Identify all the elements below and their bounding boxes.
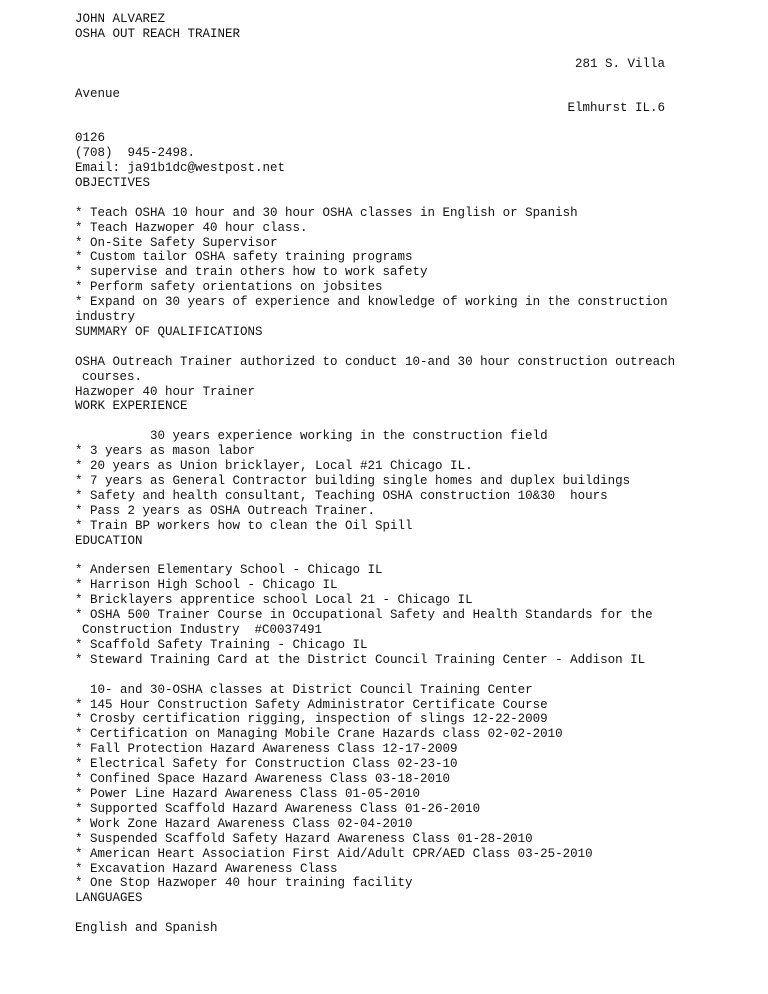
list-item: * Supported Scaffold Hazard Awareness Class 01-26-2010 bbox=[75, 801, 481, 816]
list-item: * OSHA 500 Trainer Course in Occupational Safety and Health Standards for the bbox=[75, 608, 653, 623]
list-item: * Steward Training Card at the District Council Training Center - Addison IL bbox=[75, 652, 646, 667]
list-item: * American Heart Association First Aid/Adult CPR/AED Class 03-25-2010 bbox=[75, 846, 593, 861]
summary-text: Hazwoper 40 hour Trainer bbox=[75, 384, 256, 399]
list-item: * Crosby certification rigging, inspection of slings 12-22-2009 bbox=[75, 712, 548, 727]
list-item: * 3 years as mason labor bbox=[75, 444, 256, 459]
list-item: * Power Line Hazard Awareness Class 01-05-2010 bbox=[75, 787, 421, 801]
candidate-name: JOHN ALVAREZ bbox=[75, 12, 166, 26]
list-item: * Scaffold Safety Training - Chicago IL bbox=[75, 637, 368, 652]
email-address: Email: ja91b1dc@westpost.net bbox=[75, 161, 286, 176]
list-item: * Safety and health consultant, Teaching OSHA construction 10&30 hours bbox=[75, 488, 608, 503]
work-heading: WORK EXPERIENCE bbox=[75, 399, 188, 414]
list-item-cont: Construction Industry #C0037491 bbox=[82, 623, 323, 638]
list-item: * Electrical Safety for Construction Class 02-23-10 bbox=[75, 757, 458, 772]
classes-intro: 10- and 30-OSHA classes at District Council Training Center bbox=[90, 682, 533, 697]
list-item: industry bbox=[75, 310, 136, 325]
list-item: * Harrison High School - Chicago IL bbox=[75, 578, 338, 593]
address-street: 281 S. Villa bbox=[574, 56, 665, 71]
summary-text: OSHA Outreach Trainer authorized to conduct 10-and 30 hour construction outreach bbox=[75, 354, 676, 369]
summary-heading: SUMMARY OF QUALIFICATIONS bbox=[75, 324, 263, 339]
address-city: Elmhurst IL.6 bbox=[567, 101, 665, 116]
list-item: * Train BP workers how to clean the Oil Spill bbox=[75, 518, 413, 533]
list-item: * Suspended Scaffold Safety Hazard Awareness Class 01-28-2010 bbox=[75, 831, 533, 846]
list-item: * 7 years as General Contractor building single homes and duplex buildings bbox=[75, 474, 631, 488]
list-item: * Work Zone Hazard Awareness Class 02-04-2010 bbox=[75, 816, 413, 831]
list-item: * Bricklayers apprentice school Local 21 - Chicago IL bbox=[75, 593, 473, 608]
list-item: * 20 years as Union bricklayer, Local #21 Chicago IL. bbox=[75, 459, 473, 474]
list-item: * Andersen Elementary School - Chicago IL bbox=[75, 563, 383, 578]
education-heading: EDUCATION bbox=[75, 533, 143, 548]
list-item: * Perform safety orientations on jobsites bbox=[75, 280, 383, 295]
list-item: * Confined Space Hazard Awareness Class 03-18-2010 bbox=[75, 772, 451, 787]
languages-heading: LANGUAGES bbox=[75, 891, 143, 906]
candidate-title: OSHA OUT REACH TRAINER bbox=[75, 26, 241, 41]
list-item: * Excavation Hazard Awareness Class bbox=[75, 861, 338, 876]
list-item: * Fall Protection Hazard Awareness Class 12-17-2009 bbox=[75, 742, 458, 757]
list-item: * Expand on 30 years of experience and knowledge of working in the construction bbox=[75, 295, 668, 310]
address-zip: 0126 bbox=[75, 131, 106, 146]
list-item: * Teach OSHA 10 hour and 30 hour OSHA classes in English or Spanish bbox=[75, 205, 578, 220]
list-item: * supervise and train others how to work safety bbox=[75, 265, 428, 280]
summary-text-cont: courses. bbox=[82, 369, 143, 384]
list-item: * Custom tailor OSHA safety training programs bbox=[75, 250, 413, 265]
list-item: * Teach Hazwoper 40 hour class. bbox=[75, 220, 308, 235]
list-item: * Pass 2 years as OSHA Outreach Trainer. bbox=[75, 503, 376, 518]
list-item: * On-Site Safety Supervisor bbox=[75, 235, 278, 250]
languages-value: English and Spanish bbox=[75, 921, 218, 936]
objectives-heading: OBJECTIVES bbox=[75, 175, 151, 190]
resume-document bbox=[75, 12, 685, 936]
list-item: * 145 Hour Construction Safety Administrator Certificate Course bbox=[75, 697, 548, 712]
list-item: * One Stop Hazwoper 40 hour training facility bbox=[75, 876, 413, 891]
list-item: * Certification on Managing Mobile Crane Hazards class 02-02-2010 bbox=[75, 727, 563, 742]
work-intro: 30 years experience working in the construction field bbox=[150, 429, 548, 444]
address-street-cont: Avenue bbox=[75, 86, 121, 101]
phone-number: (708) 945-2498. bbox=[75, 146, 196, 161]
